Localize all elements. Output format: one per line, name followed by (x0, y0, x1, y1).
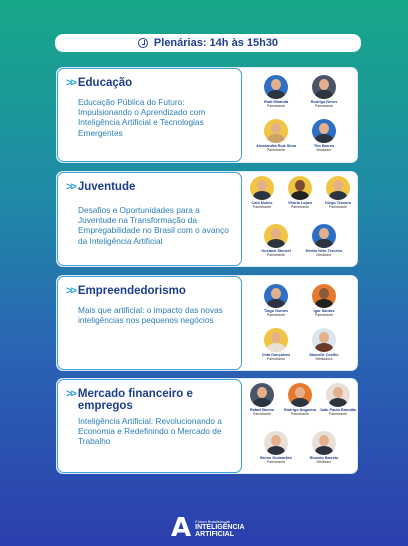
speaker (252, 224, 300, 257)
session-description: Inteligência Artificial: Revolucionando a Economia e Redefinindo o Mercado de Trabalho (78, 416, 222, 447)
chevron-right-icon: >> (66, 77, 75, 89)
speaker-photo (250, 176, 274, 200)
speaker (314, 176, 358, 209)
chevron-right-icon: >> (66, 388, 75, 400)
speaker-photo (312, 119, 336, 143)
chevron-right-icon: >> (66, 181, 75, 193)
speaker (300, 284, 348, 317)
speaker-role: Palestrante (328, 412, 348, 417)
speaker-role: Palestrante (266, 357, 286, 362)
speaker-name: Bruno Guimarães (260, 456, 292, 460)
speaker-name: Rodrigo Neves (310, 100, 338, 104)
speaker-role: Palestrante (314, 104, 334, 109)
speaker-role: Palestrante (266, 148, 286, 153)
speaker (300, 328, 348, 361)
speaker-photo (326, 383, 350, 407)
chevron-right-icon: >> (66, 285, 75, 297)
session-info (57, 172, 242, 266)
speaker-photo (288, 383, 312, 407)
speaker (300, 119, 348, 152)
session-info (57, 276, 242, 370)
session-card-educacao (56, 67, 358, 163)
event-logo (171, 513, 245, 543)
speakers-panel (242, 68, 357, 162)
speaker-photo (312, 75, 336, 99)
speaker-role: Palestrante (290, 205, 310, 210)
speaker-name: Ricardo Barreto (309, 456, 339, 460)
speaker-role: Mediador (316, 460, 332, 465)
speaker-role: Palestrante (328, 205, 348, 210)
speaker-name: Diego Teixeira (325, 201, 351, 205)
logo-line3: ARTIFICIAL (195, 530, 235, 538)
speaker (300, 224, 348, 257)
speakers-panel (242, 379, 357, 473)
speaker-name: Gustavo Stenzel (261, 249, 291, 253)
speaker-name: Rodi Miranda (263, 100, 289, 104)
speaker-role: Palestrante (252, 412, 272, 417)
speaker-name: Tiago Gomes (264, 309, 288, 313)
speaker-photo (312, 431, 336, 455)
session-description: Desafios e Oportunidades para a Juventude na Transformação da Empregabilidade no Brasil com o avanço da Inteligência Artificial (78, 205, 229, 246)
speaker-role: Palestrante (252, 205, 272, 210)
schedule-banner (55, 34, 361, 52)
speakers-panel (242, 276, 357, 370)
logo-text (195, 519, 244, 538)
speaker-photo (312, 224, 336, 248)
speaker-role: Mediadora (315, 357, 333, 362)
speaker (252, 431, 300, 464)
speaker-name: Tito Barros (313, 144, 335, 148)
session-title: Educação (77, 77, 133, 89)
speaker-name: João Paulo Brandão (319, 408, 357, 412)
speaker-role: Palestrante (266, 104, 286, 109)
speaker-name: Marcelle Coelho (309, 353, 339, 357)
speaker (252, 75, 300, 108)
speaker-name: Emílio Neto Terceiro (305, 249, 343, 253)
session-card-empreendedorismo (56, 275, 358, 371)
session-description: Educação Pública do Futuro: Impulsionando o Aprendizado com Inteligência Artificial e Tecnologias Emergentes (78, 97, 206, 138)
speaker-photo (250, 383, 274, 407)
speaker-name: Caio Nunes (251, 201, 273, 205)
speaker-photo (264, 119, 288, 143)
speaker (300, 431, 348, 464)
speaker-role: Palestrante (290, 412, 310, 417)
clock-icon (138, 38, 148, 48)
speaker-role: Mediador (316, 253, 332, 258)
speaker-name: Rafael Bueno (249, 408, 275, 412)
logo-mark: A (171, 513, 192, 543)
session-card-juventude (56, 171, 358, 267)
banner-text: Plenárias: 14h às 15h30 (153, 37, 279, 49)
speaker-photo (312, 328, 336, 352)
session-title: Mercado financeiro e empregos (77, 388, 193, 412)
speaker-name: Alessandra Ruiz Sima (256, 144, 296, 148)
session-title: Empreendedorismo (77, 285, 186, 297)
speaker (314, 383, 358, 416)
speaker-role: Palestrante (266, 253, 286, 258)
session-title: Juventude (77, 181, 136, 193)
session-description: Mais que artificial: o impacto das novas inteligências nos pequenos negócios (78, 305, 223, 326)
speaker-photo (326, 176, 350, 200)
speaker-role: Palestrante (266, 460, 286, 465)
speaker-photo (264, 75, 288, 99)
speaker (252, 119, 300, 152)
speaker-photo (312, 284, 336, 308)
session-card-mercado-financeiro (56, 378, 358, 474)
speaker-photo (264, 284, 288, 308)
speaker-photo (264, 224, 288, 248)
speaker-name: Igor Santos (313, 309, 335, 313)
speaker (300, 75, 348, 108)
speaker-role: Palestrante (266, 313, 286, 318)
speaker-role: Mediador (316, 148, 332, 153)
logo-line2: INTELIGÊNCIA (195, 523, 245, 531)
speaker-role: Palestrante (314, 313, 334, 318)
speakers-panel (242, 172, 357, 266)
speaker-photo (288, 176, 312, 200)
session-info (57, 379, 242, 473)
speaker-photo (264, 328, 288, 352)
speaker (252, 284, 300, 317)
speaker-photo (264, 431, 288, 455)
speaker-name: Vitória Lopes (288, 201, 312, 205)
speaker-name: Rodrigo Nogueira (283, 408, 317, 412)
speaker (252, 328, 300, 361)
speaker-name: Cida Gonçalves (261, 353, 291, 357)
session-info (57, 68, 242, 162)
logo-line1: Fórum Brasileiro de (195, 518, 231, 524)
